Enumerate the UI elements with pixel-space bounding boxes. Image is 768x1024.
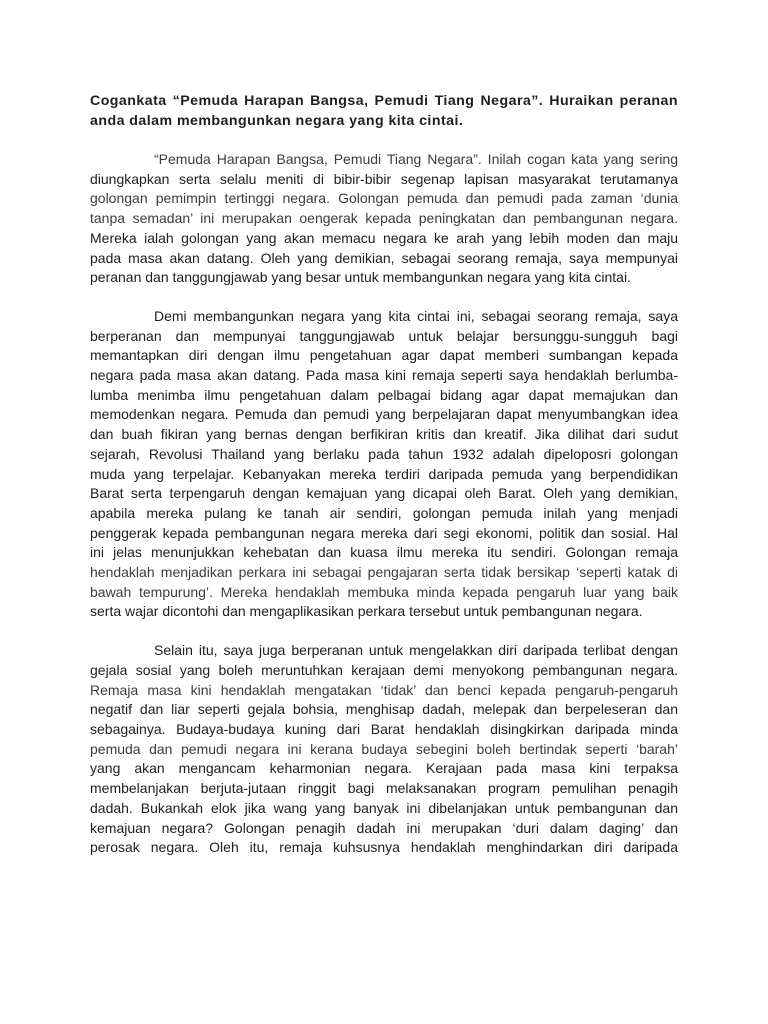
paragraph-line: memodenkan negara. Pemuda dan pemudi yang berpelajaran dapat menyumbangkan idea <box>90 406 678 423</box>
document-title <box>90 91 678 131</box>
paragraph-line: negatif dan liar seperti gejala bohsia, menghisap dadah, melepak dan berpeleseran dan <box>90 701 678 718</box>
paragraph-line: hendaklah menjadikan perkara ini sebagai pengajaran serta tidak bersikap ‘seperti katak di <box>90 564 678 581</box>
paragraph-1 <box>90 150 678 288</box>
paragraph-3 <box>90 641 678 858</box>
paragraph-line: membelanjakan berjuta-jutaan ringgit bagi melaksanakan program pemulihan penagih <box>90 780 678 797</box>
paragraph-line: peranan dan tanggungjawab yang besar untuk membangunkan negara yang kita cintai. <box>90 269 631 286</box>
paragraph-line: pemuda dan pemudi negara ini kerana budaya sebegini boleh bertindak seperti ‘barah’ <box>90 740 678 757</box>
paragraph-line: ini jelas menunjukkan kehebatan dan kuasa ilmu mereka itu sendiri. Golongan remaja <box>90 544 678 561</box>
paragraph-line: Barat serta terpengaruh dengan kemajuan yang dicapai oleh Barat. Oleh yang demikian, <box>90 485 678 502</box>
paragraph-line: dadah. Bukankah elok jika wang yang banyak ini dibelanjakan untuk pembangunan dan <box>90 799 678 816</box>
paragraph-line: diungkapkan serta selalu meniti di bibir-bibir segenap lapisan masyarakat terutamanya <box>90 170 678 187</box>
paragraph-line: Demi membangunkan negara yang kita cintai ini, sebagai seorang remaja, saya <box>154 307 678 324</box>
paragraph-line: golongan pemimpin tertinggi negara. Golongan pemuda dan pemudi pada zaman ‘dunia <box>90 190 678 207</box>
paragraph-line: apabila mereka pulang ke tanah air sendiri, golongan pemuda inilah yang menjadi <box>90 504 678 521</box>
paragraph-line: tanpa semadan’ ini merupakan oengerak kepada peningkatan dan pembangunan negara. <box>90 210 678 227</box>
document-page <box>90 91 678 858</box>
paragraph-line: sejarah, Revolusi Thailand yang berlaku pada tahun 1932 adalah dipeloposri golongan <box>90 445 678 462</box>
paragraph-line: Mereka ialah golongan yang akan memacu negara ke arah yang lebih moden dan maju <box>90 229 678 246</box>
paragraph-line: gejala sosial yang boleh meruntuhkan kerajaan demi menyokong pembangunan negara. <box>90 661 678 678</box>
paragraph-line: pada masa akan datang. Oleh yang demikian, sebagai seorang remaja, saya mempunyai <box>90 249 678 266</box>
paragraph-line: penggerak kepada pembangunan negara mereka dari segi ekonomi, politik dan sosial. Hal <box>90 524 678 541</box>
paragraph-line: sebagainya. Budaya-budaya kuning dari Barat hendaklah disingkirkan daripada minda <box>90 720 678 737</box>
paragraph-line: kemajuan negara? Golongan penagih dadah ini merupakan ‘duri dalam daging’ dan <box>90 819 678 836</box>
title-line: anda dalam membangunkan negara yang kita cintai. <box>90 113 464 129</box>
paragraph-line: perosak negara. Oleh itu, remaja kuhsusnya hendaklah menghindarkan diri daripada <box>90 839 678 856</box>
paragraph-line: bawah tempurung’. Mereka hendaklah membuka minda kepada pengaruh luar yang baik <box>90 583 678 600</box>
paragraph-line: “Pemuda Harapan Bangsa, Pemudi Tiang Negara”. Inilah cogan kata yang sering <box>154 151 678 167</box>
paragraph-line: muda yang terpelajar. Kebanyakan mereka terdiri daripada pemuda yang berpendidikan <box>90 465 678 482</box>
paragraph-line: Remaja masa kini hendaklah mengatakan ‘tidak’ dan benci kepada pengaruh-pengaruh <box>90 681 678 698</box>
paragraph-line: yang akan mengancam keharmonian negara. Kerajaan pada masa kini terpaksa <box>90 760 678 777</box>
paragraph-line: negara pada masa akan datang. Pada masa kini remaja seperti saya hendaklah berlumba- <box>90 367 678 384</box>
paragraph-line: memantapkan diri dengan ilmu pengetahuan agar dapat memberi sumbangan kepada <box>90 347 678 364</box>
paragraph-line: lumba menimba ilmu pengetahuan dalam pelbagai bidang agar dapat memajukan dan <box>90 386 678 403</box>
title-line: Cogankata “Pemuda Harapan Bangsa, Pemudi Tiang Negara”. Huraikan peranan <box>90 93 678 109</box>
paragraph-line: serta wajar dicontohi dan mengaplikasikan perkara tersebut untuk pembangunan negara. <box>90 603 643 620</box>
paragraph-2 <box>90 307 678 622</box>
paragraph-line: berperanan dan mempunyai tanggungjawab untuk belajar bersunggu-sungguh bagi <box>90 327 678 344</box>
paragraph-line: dan buah fikiran yang bernas dengan berfikiran kritis dan kreatif. Jika dilihat dari sudut <box>90 426 678 443</box>
paragraph-line: Selain itu, saya juga berperanan untuk mengelakkan diri daripada terlibat dengan <box>154 642 678 659</box>
